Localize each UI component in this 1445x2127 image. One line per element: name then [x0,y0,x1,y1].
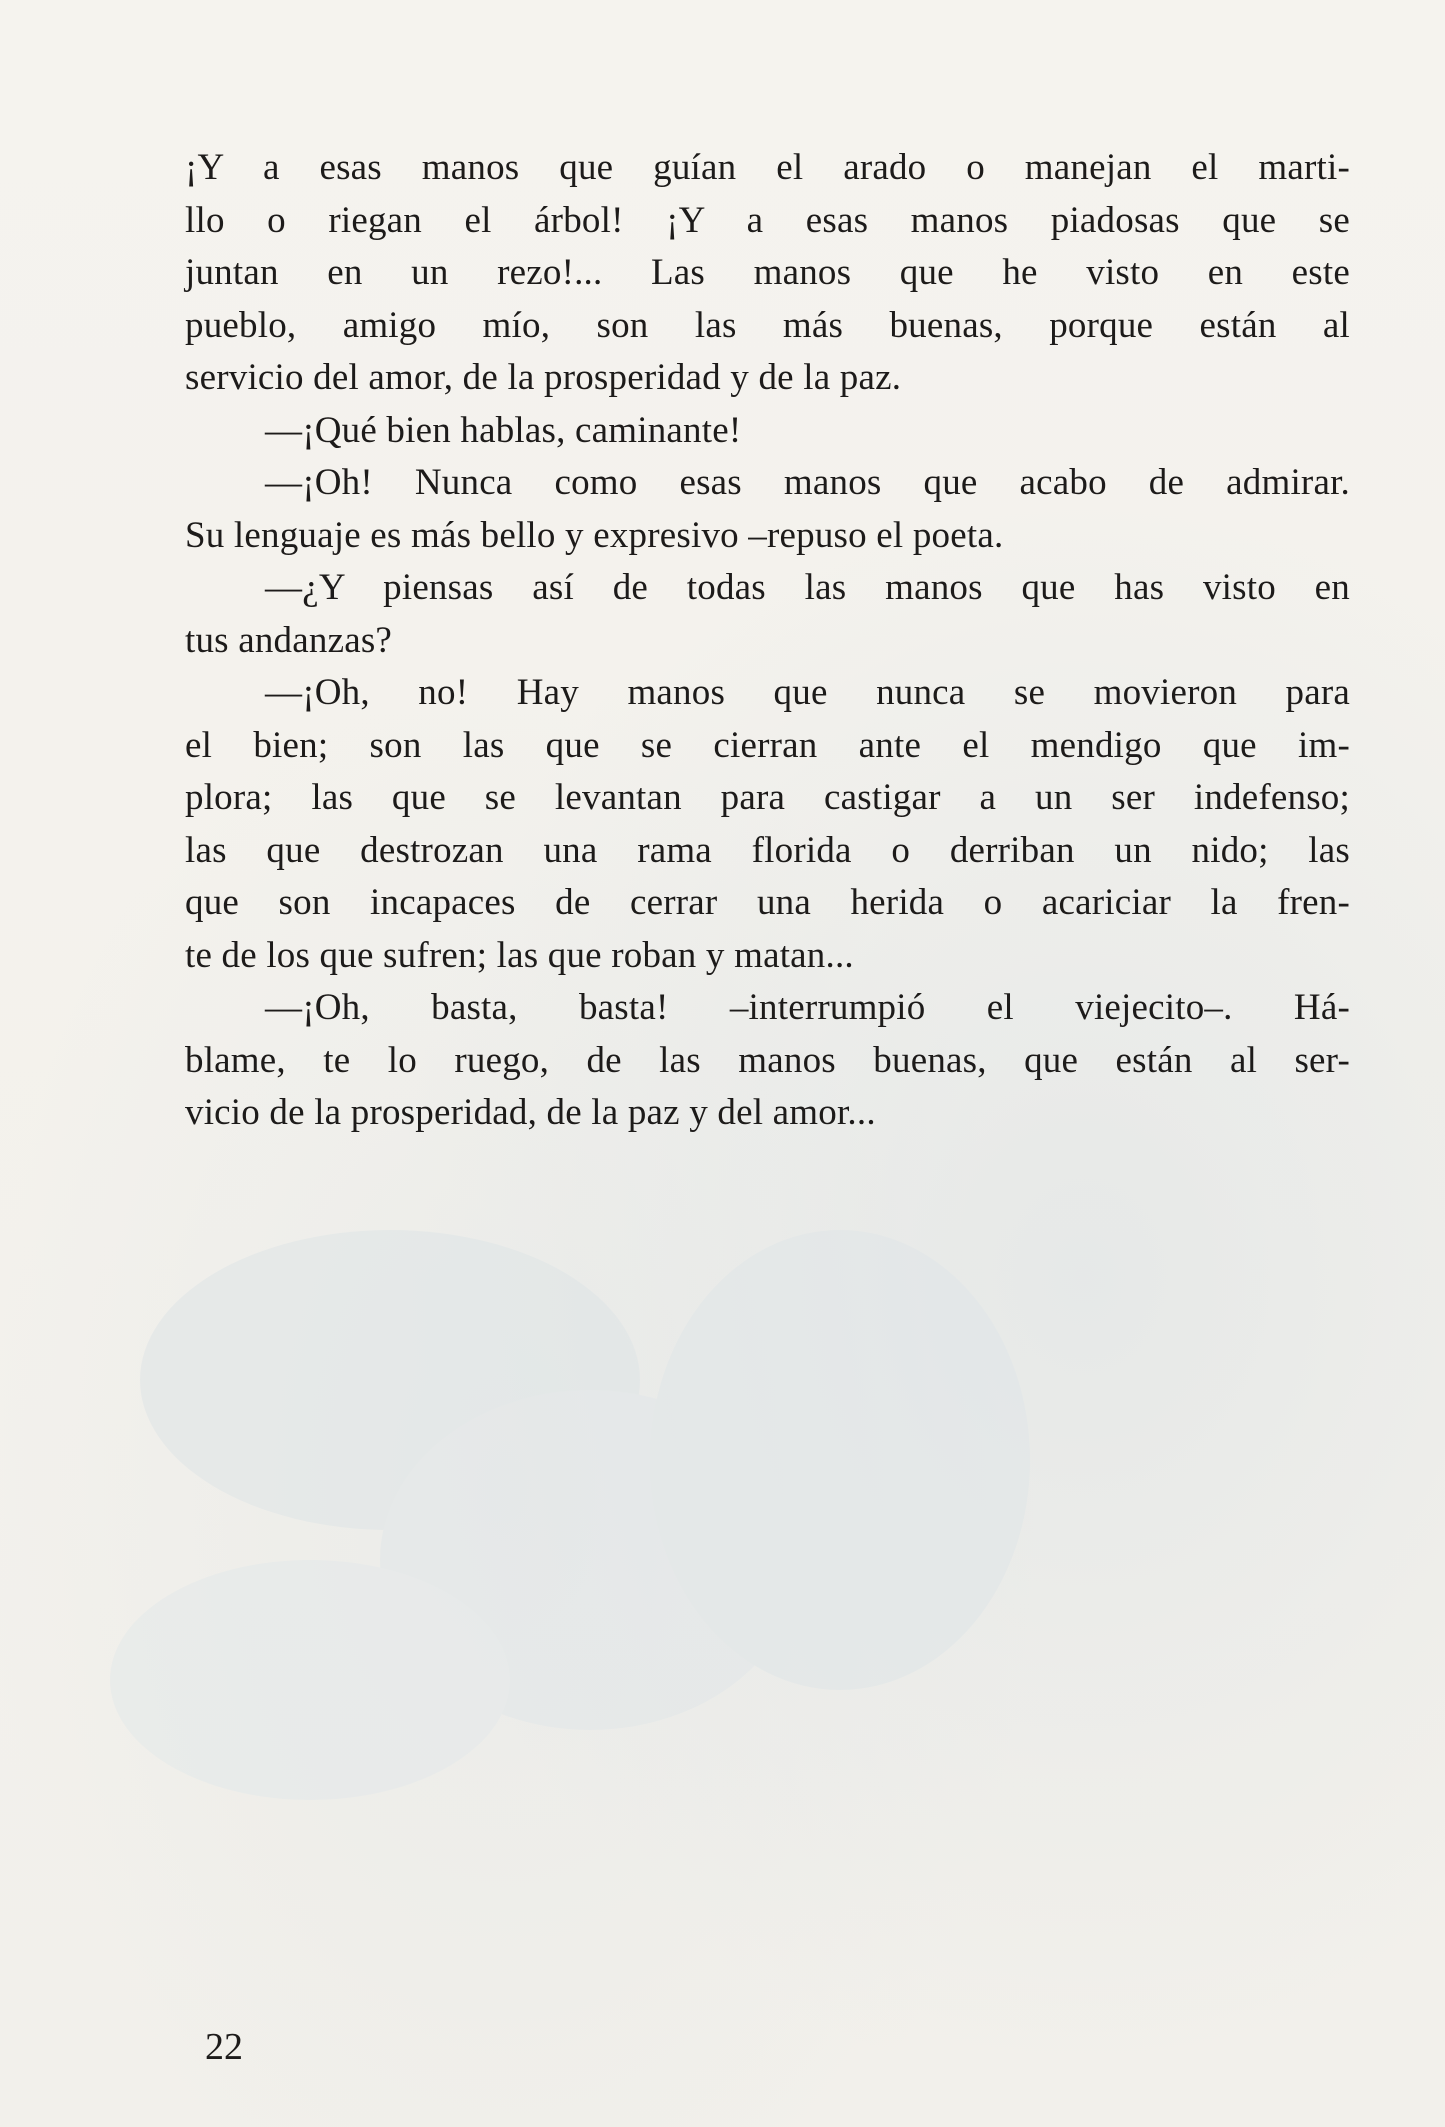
text-line: vicio de la prosperidad, de la paz y del amor... [185,1092,876,1133]
text-line: que son incapaces de cerrar una herida o acariciar la fren- [185,882,1350,923]
text-line: el bien; son las que se cierran ante el mendigo que im- [185,724,1350,766]
page-number: 22 [205,2026,243,2068]
text-line: juntan en un rezo!... Las manos que he visto en este [185,252,1350,293]
text-line: las que destrozan una rama florida o derriban un nido; las [185,829,1350,871]
text-line: servicio del amor, de la prosperidad y de la paz. [185,357,902,398]
body-text [185,142,1350,1140]
text-line: Su lenguaje es más bello y expresivo –repuso el poeta. [185,514,1004,556]
text-line: blame, te lo ruego, de las manos buenas, que están al ser- [185,1039,1350,1081]
text-line: tus andanzas? [185,619,393,661]
text-line: te de los que sufren; las que roban y matan... [185,934,854,976]
text-line: llo o riegan el árbol! ¡Y a esas manos piadosas que se [185,199,1350,241]
text-line: ¡Y a esas manos que guían el arado o manejan el marti- [185,147,1350,188]
text-line: plora; las que se levantan para castigar a un ser indefenso; [185,777,1350,818]
text-line: —¿Y piensas así de todas las manos que has visto en [265,567,1350,608]
text-line: pueblo, amigo mío, son las más buenas, porque están al [185,304,1350,346]
bleed-through-illustration [60,1200,1160,1850]
text-line: —¡Oh! Nunca como esas manos que acabo de admirar. [265,462,1350,503]
text-line: —¡Oh, no! Hay manos que nunca se movieron para [265,672,1350,713]
text-line: —¡Qué bien hablas, caminante! [265,409,742,451]
text-line: —¡Oh, basta, basta! –interrumpió el viejecito–. Há- [265,987,1350,1028]
